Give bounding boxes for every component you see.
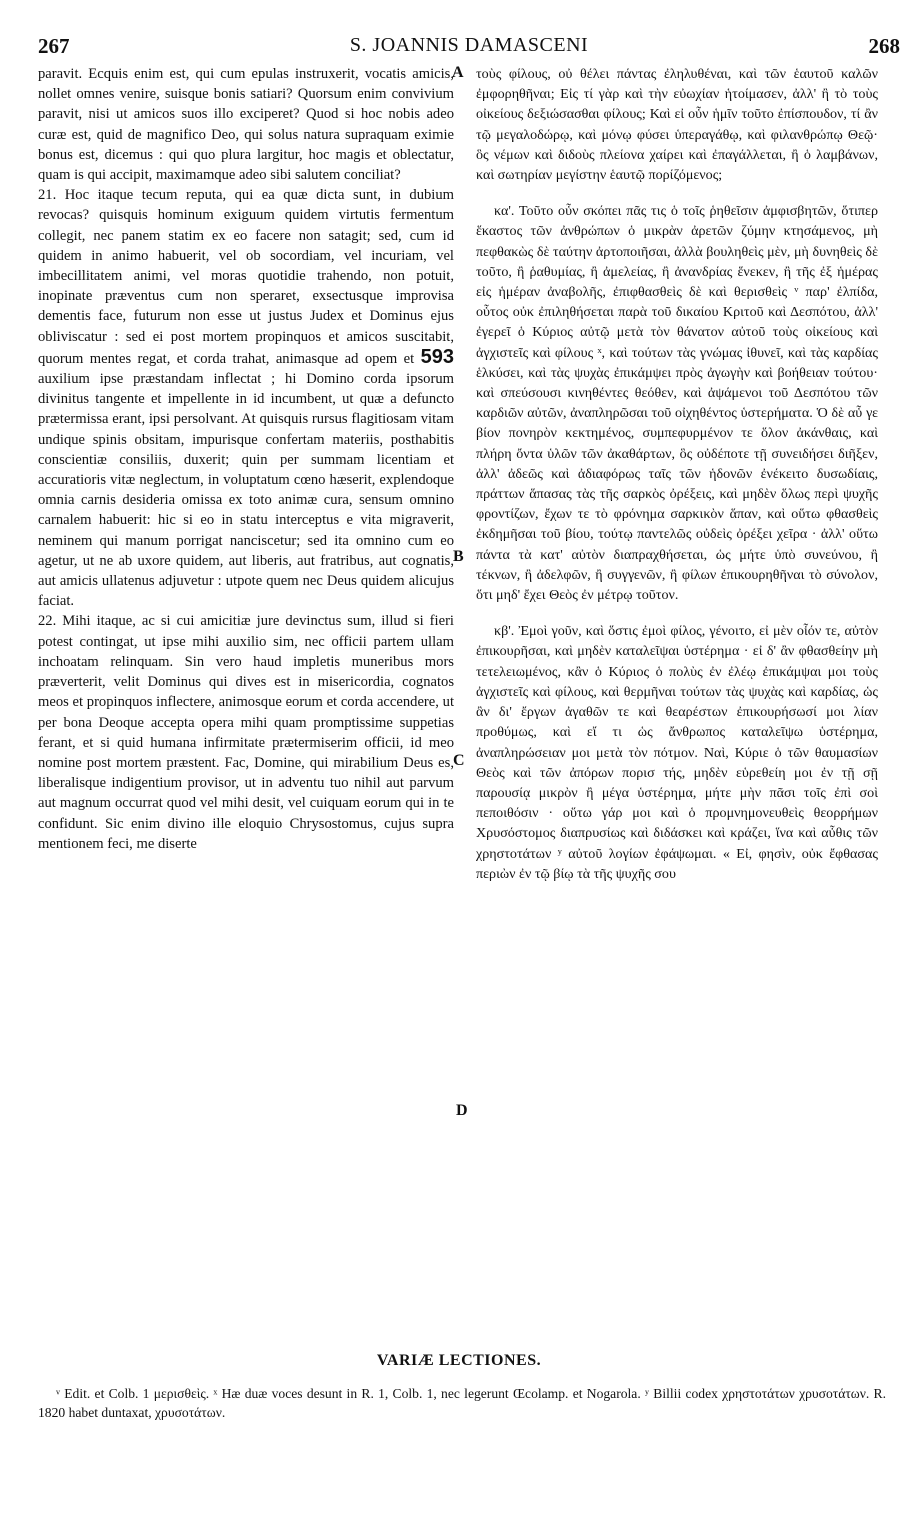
variae-lectiones-title: VARIÆ LECTIONES. — [376, 1352, 542, 1369]
latin-paragraph-1: paravit. Ecquis enim est, qui cum epulas instruxerit, vocatis amicis, nollet omnes venire, suisque bonis satiari? Quorsum enim convivium paravit, nisi ut amicos suos illo exciperet? Quod si hoc nobis adeo curæ est, quid de magnifico Deo, qui solus natura supraquam eximie bonus est, dicemus : qui quo plura largitur, hoc magis et oblectatur, quam is qui accipit, maximamque adeo sibi salutem conciliat? — [38, 66, 454, 184]
greek-paragraph-1: τοὺς φίλους, οὐ θέλει πάντας ἐληλυθέναι, καὶ τῶν ἑαυτοῦ καλῶν ἐμφορηθῆναι; Εἰς τί γὰρ καὶ τὴν εὐωχίαν ἡτοίμασεν, ἀλλ' ἢ τὸ τοὺς οἰκείους δεξιώσασθαι φίλους; Καὶ εἰ οὖν ἡμῖν τοῦτο ἐπίσπουδον, τί ἂν τῷ μεγαλοδώρῳ, καὶ μόνῳ φύσει ὑπεραγάθῳ, καὶ φιλανθρώπῳ Θεῷ· ὃς νέμων καὶ διδοὺς πλείονα χαίρει καὶ ἐπαγάλλεται, ἢ ὁ λαμβάνων, καὶ σωτηρίαν μεγίστην ἑαυτῷ πορίζόμενος; — [476, 66, 878, 184]
margin-mark-a: A — [452, 64, 464, 81]
latin-paragraph-2 — [38, 185, 454, 611]
latin-paragraph-3: 22. Mihi itaque, ac si cui amicitiæ jure devinctus sum, illud si fieri potest contingat, ut ipse mihi auxilio sim, nec officii partem ullam inchoatam relinquam. Sin vero haud impletis muneribus mors præverterit, velit Dominus qui dives est in misericordia, cognatos meos et propinquos inflectere, animosque eorum et corda accendere, ut per bona Deoque accepta opera mihi quam promptissime suppetias ferant, et si quid humana infirmitate prætermiserim officii, id meo nomine post mortem præstent. Fac, Domine, qui mirabilium Deus es, liberalisque indigentium provisor, ut in adventu tuo nihil aut parvum aut magnum occurrat quod vel mihi desit, vel cuiquam eorum qui in te confidunt. Sic enim divino ille eloquio Chrysostomus, cujus supra mentionem feci, me diserte — [38, 613, 454, 852]
variae-lectiones-notes — [38, 1384, 886, 1422]
latin-paragraph-2-part-1: 21. Hoc itaque tecum reputa, qui ea quæ dicta sunt, in dubium revocas? quisquis hominum exiguum quidem virtutis fermentum collegit, nec panem statim ex eo facere non satagit; sed, cum id quidem in animo habuerit, vel ob socordiam, vel incuriam, vel imbecillitatem animi, vel moras quotidie trahendo, non potuit, inopinate præventus cum non speraret, exsectusque improvisa dementis face, futurum non esse ut justus Judex et Dominus ejus obliviscatur : sed ei post mortem propinquos et amicos suscitabit, quorum mentes regat, et corda trahat, animasque ad opem et — [38, 187, 454, 367]
greek-paragraph-2: κα'. Τοῦτο οὖν σκόπει πᾶς τις ὁ τοῖς ῥηθεῖσιν ἀμφισβητῶν, ὅτιπερ ἕκαστος τῶν ἀνθρώπων ὁ μικρὰν ἀρετῶν ζύμην κτησάμενος, μὴ πεφθακὼς δὲ ταύτην ἀρτοποιῆσαι, ἀλλὰ βουληθεὶς μὲν, μὴ δυνηθεὶς δὲ τοῦτο, ἢ ῥαθυμίας, ἢ ἀμελείας, ἢ ἀνανδρίας ἕνεκεν, ἢ τῆς ἐξ ἡμέρας εἰς ἡμέραν ἀναβολῆς, ἐπιφθασθεὶς δὲ καὶ θερισθεὶς ᵛ παρ' ἐλπίδα, οὗτος οὐκ ἐπιληθήσεται παρὰ τοῦ δικαίου Κριτοῦ καὶ Δεσπότου, ἀλλ' ἐγερεῖ ὁ Κύριος αὐτῷ μετὰ τὸν θάνατον αὐτοῦ τοὺς οἰκείους καὶ ἀγχιστεῖς καὶ φίλους ˣ, καὶ τούτων τὰς γνώμας ἰθυνεῖ, καὶ τὰς καρδίας ἑλκύσει, καὶ τὰς ψυχὰς ἐπικάμψει πρὸς ἀγωγὴν καὶ βοήθειαν τούτου· καὶ σπεύσουσι κινηθέντες θεόθεν, καὶ ἀψάμενοι τοῦ Δεσπότου τῶν καρδιῶν αὐτῶν, ἀναπληρῶσαι τοῦ οἰχηθέντος ὑστερήματα. Ὁ δὲ αὖ γε βίον πονηρὸν κεκτημένος, συμπεφυρμένον τε ὅλον ἀκάνθαις, καὶ πλήρη ὄντα ὑλῶν τῶν ἀκαθάρτων, ὃς οὐδέποτε τῇ συνειδήσει διῆξεν, ἀλλ' ἀδεῶς καὶ ἀδιαφόρως ταῖς τῶν ἡδονῶν ἐνέκειτο δυσωδίαις, πράττων ἅπασας τὰς τῆς σαρκὸς ὀρέξεις, καὶ μηδὲν ὅλως περὶ ψυχῆς φροντίζων, ἔχων τε τὸ φρόνημα σαρκικὸν ἅπαν, καὶ οὕτω φθασθεὶς ἐκδημῆσαι τοῦ βίου, τούτῳ παντελῶς οὐδεὶς ὀρέξει χεῖρα · ἀλλ' οὕτω πάντα τὰ κατ' αὐτὸν διαπραχθήσεται, ὡς μήτε ὑπὸ συνεύνου, ἢ τέκνων, ἢ ἀδελφῶν, ἢ συγγενῶν, ἢ φίλων ἐπικουρηθῆναι τὸ σύνολον, ὅτι μηδ' ἔχει Θεὸς ἐν μέτρῳ τοῦτον. — [476, 203, 878, 604]
margin-mark-b: B — [453, 548, 464, 565]
greek-paragraph-3: κβ'. Ἐμοὶ γοῦν, καὶ ὅστις ἐμοὶ φίλος, γένοιτο, εἰ μὲν οἷόν τε, αὐτὸν ἐπικουρῆσαι, καὶ μηδὲν καταλεῖψαι ὑστέρημα · εἰ δ' ἂν φθασθείην μὴ τετελειωμένος, κἂν ὁ Κύριος ὁ πολὺς ἐν ἐλέῳ ἐπικάμψαι μοι τοὺς ἀγχιστεῖς καὶ φίλους, καὶ θερμῆναι τούτων τὰς ψυχὰς καὶ καρδίας, ὡς ἂν δι' ἔργων ἀγαθῶν τε καὶ θεαρέστων ἐπικουρήσωσί μοι λίαν προθύμως, καὶ εἴ τι ὡς ἄνθρωπος καταλεῖψω ὑστέρημα, ἀναπληρώσειαν μοι μετὰ τὸν πότμον. Ναὶ, Κύριε ὁ τῶν θαυμασίων Θεὸς καὶ τῶν ἀπόρων πορισ τής, μηδὲν εὑρεθείη μοι ἐν τῇ σῇ παρουσίᾳ μικρὸν ἢ μέγα ὑστέρημα, μήτε μὴν πᾶσι τοῖς ἐπὶ σοὶ πεποιθόσιν · οὕτω γάρ μοι καὶ ὁ προμνημονευθεὶς θεορρήμων Χρυσόστομος διαπρυσίως καὶ διδάσκει καὶ κράζει, ἵνα καὶ αὖθις τῶν χρηστοτάτων ʸ αὐτοῦ λογίων ἐφάψωμαι. « Εἰ, φησὶν, οὐκ ἔφθασας περιὼν ἐν τῷ βίῳ τὰ τῆς ψυχῆς σου — [476, 623, 878, 882]
running-title: S. JOANNIS DAMASCENI — [349, 34, 589, 56]
greek-column — [476, 64, 878, 900]
page-header — [38, 34, 900, 60]
page-number-left: 267 — [38, 34, 70, 58]
latin-paragraph-2-part-2: auxilium ipse præstandam inflectat ; hi Domino corda ipsorum divinitus tangente et impellente in id incumbent, ut quæ a defuncto prætermissa erant, ipsi persolvant. At quisquis rursus flagitiosam vitam undique spinis obsitam, impurisque confertam materiis, posthabitis conscientiæ consiliis, duxerit; quin per summam licentiam et accuratioris vitæ neglectum, in voluptatum cœno hæserit, explendoque omnia carnis desideria omissa ex toto animæ cura, sensum omnino carnalem habuerit: hic si eo in statu interceptus e vita migraverit, neminem qui manum porrigat nanciscetur; sed ita omnino cum eo agetur, ut ne ab uxore quidem, aut liberis, aut fratribus, aut cognatis, aut amicis ullatenus adjuvetur : utpote quem nec Deus quidem alicujus faciat. — [38, 371, 454, 610]
margin-mark-d: D — [456, 1102, 468, 1119]
latin-column — [38, 64, 454, 854]
margin-mark-c: C — [453, 752, 465, 769]
variae-lectiones-text: ᵛ Edit. et Colb. 1 μερισθεὶς. ˣ Hæ duæ voces desunt in R. 1, Colb. 1, nec legerunt Œcolamp. et Nogarola. ʸ Billii codex χρηστοτάτων χρυσοτάτων. R. 1820 habet duntaxat, χρυσοτάτων. — [38, 1386, 886, 1420]
column-number: 593 — [420, 345, 454, 368]
page-number-right: 268 — [868, 34, 900, 58]
